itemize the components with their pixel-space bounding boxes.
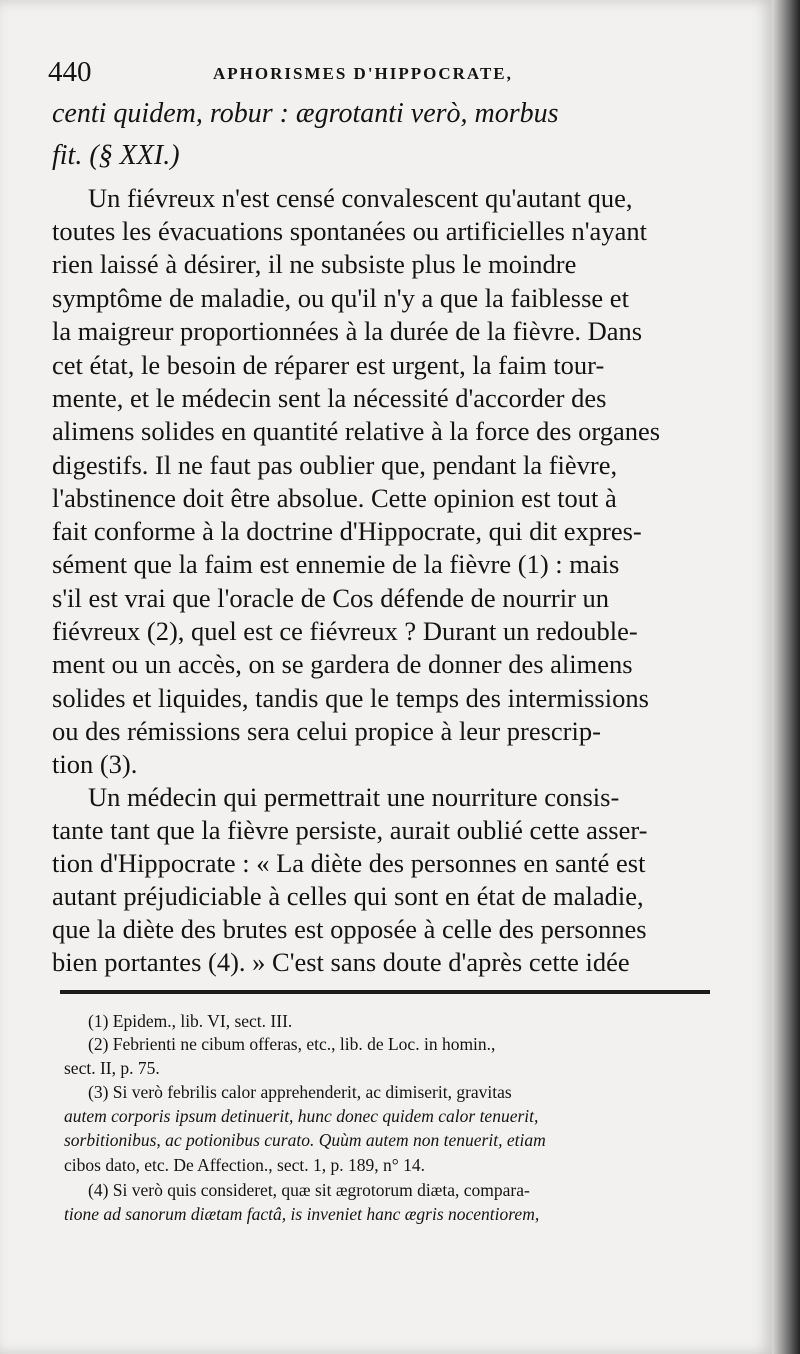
text-line: fiévreux (2), quel est ce fiévreux ? Durant un redouble- <box>52 616 638 646</box>
text-line: alimens solides en quantité relative à la force des organes <box>52 416 661 446</box>
text-line: tion (3). <box>52 749 138 779</box>
text-line: autant préjudiciable à celles qui sont en état de maladie, <box>52 881 644 911</box>
text-line: solides et liquides, tandis que le temps des intermissions <box>52 683 649 713</box>
footnote-rule <box>60 990 710 994</box>
text-line: sément que la faim est ennemie de la fièvre (1) : mais <box>52 549 620 579</box>
text-line: cet état, le besoin de réparer est urgent, la faim tour- <box>52 350 605 380</box>
text-line: mente, et le médecin sent la nécessité d'accorder des <box>52 383 607 413</box>
footnote-line: (3) Si verò febrilis calor apprehenderit, ac dimiserit, gravitas <box>88 1082 512 1102</box>
footnote-line: (4) Si verò quis consideret, quæ sit ægrotorum diæta, compara- <box>88 1180 530 1200</box>
text-line: centi quidem, robur : ægrotanti verò, morbus <box>52 98 559 129</box>
footnote-line: autem corporis ipsum detinuerit, hunc donec quidem calor tenuerit, <box>64 1106 539 1126</box>
page-header <box>48 56 568 90</box>
text-line: rien laissé à désirer, il ne subsiste plus le moindre <box>52 249 577 279</box>
text-line: ment ou un accès, on se gardera de donner des alimens <box>52 649 633 679</box>
text-line: tion d'Hippocrate : « La diète des personnes en santé est <box>52 848 646 878</box>
footnote-line: tione ad sanorum diætam factâ, is inveniet hanc ægris nocentiorem, <box>64 1204 540 1224</box>
text-line: Un fiévreux n'est censé convalescent qu'autant que, <box>88 183 633 213</box>
page-number: 440 <box>48 56 92 88</box>
text-line: bien portantes (4). » C'est sans doute d'après cette idée <box>52 947 630 977</box>
text-line: digestifs. Il ne faut pas oublier que, pendant la fièvre, <box>52 450 618 480</box>
text-line: Un médecin qui permettrait une nourriture consis- <box>88 782 620 812</box>
footnote-line: cibos dato, etc. De Affection., sect. 1, p. 189, n° 14. <box>64 1155 425 1175</box>
text-line: l'abstinence doit être absolue. Cette opinion est tout à <box>52 483 617 513</box>
text-line: la maigreur proportionnées à la durée de la fièvre. Dans <box>52 316 643 346</box>
text-line: symptôme de maladie, ou qu'il n'y a que la faiblesse et <box>52 283 629 313</box>
text-line: fit. (§ XXI.) <box>52 140 180 171</box>
footnote-line: sorbitionibus, ac potionibus curato. Quùm autem non tenuerit, etiam <box>64 1130 546 1150</box>
text-line: tante tant que la fièvre persiste, aurait oublié cette asser- <box>52 815 648 845</box>
page-edge <box>772 0 800 1354</box>
text-line: ou des rémissions sera celui propice à leur prescrip- <box>52 716 601 746</box>
text-line: que la diète des brutes est opposée à celle des personnes <box>52 914 647 944</box>
text-line: toutes les évacuations spontanées ou artificielles n'ayant <box>52 216 647 246</box>
text-line: s'il est vrai que l'oracle de Cos défende de nourrir un <box>52 583 610 613</box>
footnote-line: (2) Febrienti ne cibum offeras, etc., lib. de Loc. in homin., <box>88 1034 496 1054</box>
footnote-line: sect. II, p. 75. <box>64 1058 160 1078</box>
running-head: APHORISMES D'HIPPOCRATE, <box>213 64 513 83</box>
footnote-line: (1) Epidem., lib. VI, sect. III. <box>88 1011 293 1031</box>
text-line: fait conforme à la doctrine d'Hippocrate, qui dit expres- <box>52 516 642 546</box>
